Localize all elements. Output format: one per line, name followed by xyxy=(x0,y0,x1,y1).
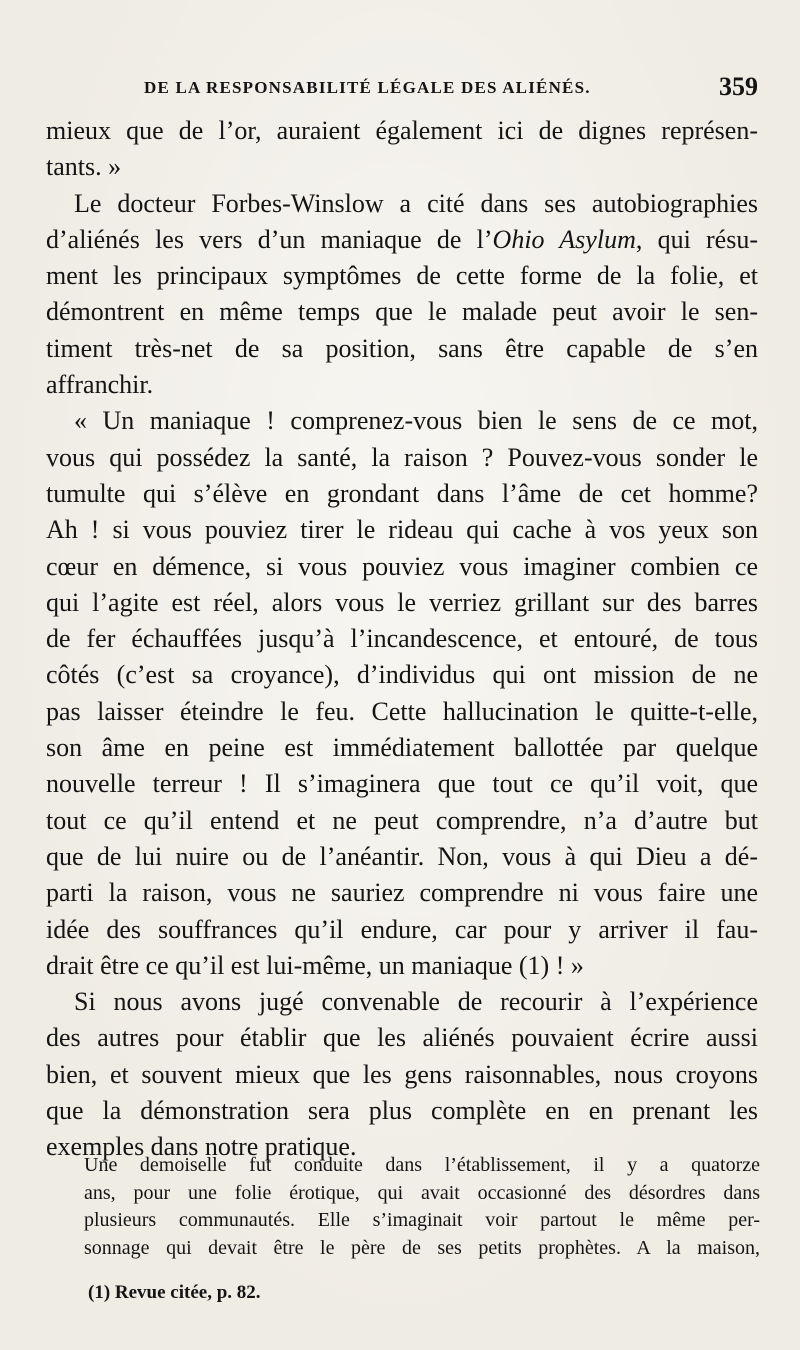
text-line: vous qui possédez la santé, la raison ? Pouvez-vous sonder le xyxy=(46,442,758,472)
text-line: tants. » xyxy=(46,152,122,182)
note-line: sonnage qui devait être le père de ses petits prophètes. A la maison, xyxy=(84,1236,760,1259)
text-line: parti la raison, vous ne sauriez comprendre ni vous faire une xyxy=(46,878,758,908)
text-line: timent très-net de sa position, sans être capable de s’en xyxy=(46,333,758,363)
text-line: de fer échauffées jusqu’à l’incandescence, et entouré, de tous xyxy=(46,624,758,654)
text-line-with-italic xyxy=(46,222,758,258)
main-text xyxy=(46,113,758,1166)
note-line: Une demoiselle fut conduite dans l’établissement, il y a quatorze xyxy=(84,1154,760,1176)
text-line: tout ce qu’il entend et ne peut comprendre, n’a d’autre but xyxy=(46,805,758,835)
page-number: 359 xyxy=(719,72,758,101)
case-note-text xyxy=(84,1152,760,1262)
text-line: démontrent en même temps que le malade peut avoir le sen- xyxy=(46,297,758,327)
text-line: côtés (c’est sa croyance), d’individus qui ont mission de ne xyxy=(46,660,758,690)
footnote: (1) Revue citée, p. 82. xyxy=(88,1282,261,1303)
text-line: Le docteur Forbes-Winslow a cité dans ses autobiographies xyxy=(74,188,758,218)
text-line: tumulte qui s’élève en grondant dans l’âme de cet homme? xyxy=(46,478,758,508)
text-line: affranchir. xyxy=(46,370,154,400)
page-header xyxy=(60,72,758,112)
text-line: Ah ! si vous pouviez tirer le rideau qui cache à vos yeux son xyxy=(46,515,758,545)
text-line: ment les principaux symptômes de cette forme de la folie, et xyxy=(46,261,758,291)
text-line: « Un maniaque ! comprenez-vous bien le sens de ce mot, xyxy=(74,406,758,436)
note-line: ans, pour une folie érotique, qui avait occasionné des désordres dans xyxy=(84,1181,760,1204)
text-line: Si nous avons jugé convenable de recourir à l’expérience xyxy=(74,987,758,1017)
text-line: idée des souffrances qu’il endure, car pour y arriver il fau- xyxy=(46,914,758,944)
text-line: exemples dans notre pratique. xyxy=(46,1132,357,1162)
text-line: nouvelle terreur ! Il s’imaginera que tout ce qu’il voit, que xyxy=(46,769,758,799)
running-title: DE LA RESPONSABILITÉ LÉGALE DES ALIÉNÉS. xyxy=(144,78,591,97)
text-segment: d’aliénés les vers d’un maniaque de l’ xyxy=(46,224,493,254)
text-line: mieux que de l’or, auraient également ici de dignes représen- xyxy=(46,116,758,145)
note-line: plusieurs communautés. Elle s’imaginait voir partout le même per- xyxy=(84,1209,760,1231)
text-line: son âme en peine est immédiatement ballottée par quelque xyxy=(46,733,758,763)
text-line: cœur en démence, si vous pouviez vous imaginer combien ce xyxy=(46,551,758,581)
text-segment: , qui résu- xyxy=(635,224,758,254)
text-line: que la démonstration sera plus complète en en prenant les xyxy=(46,1096,758,1126)
text-line: drait être ce qu’il est lui-même, un maniaque (1) ! » xyxy=(46,950,584,980)
text-line: bien, et souvent mieux que les gens raisonnables, nous croyons xyxy=(46,1059,758,1089)
text-line: pas laisser éteindre le feu. Cette hallucination le quitte-t-elle, xyxy=(46,696,758,726)
text-line: que de lui nuire ou de l’anéantir. Non, vous à qui Dieu a dé- xyxy=(46,841,758,871)
text-line: qui l’agite est réel, alors vous le verriez grillant sur des barres xyxy=(46,587,758,617)
italic-title: Ohio Asylum xyxy=(492,224,636,254)
text-line: des autres pour établir que les aliénés pouvaient écrire aussi xyxy=(46,1023,758,1053)
